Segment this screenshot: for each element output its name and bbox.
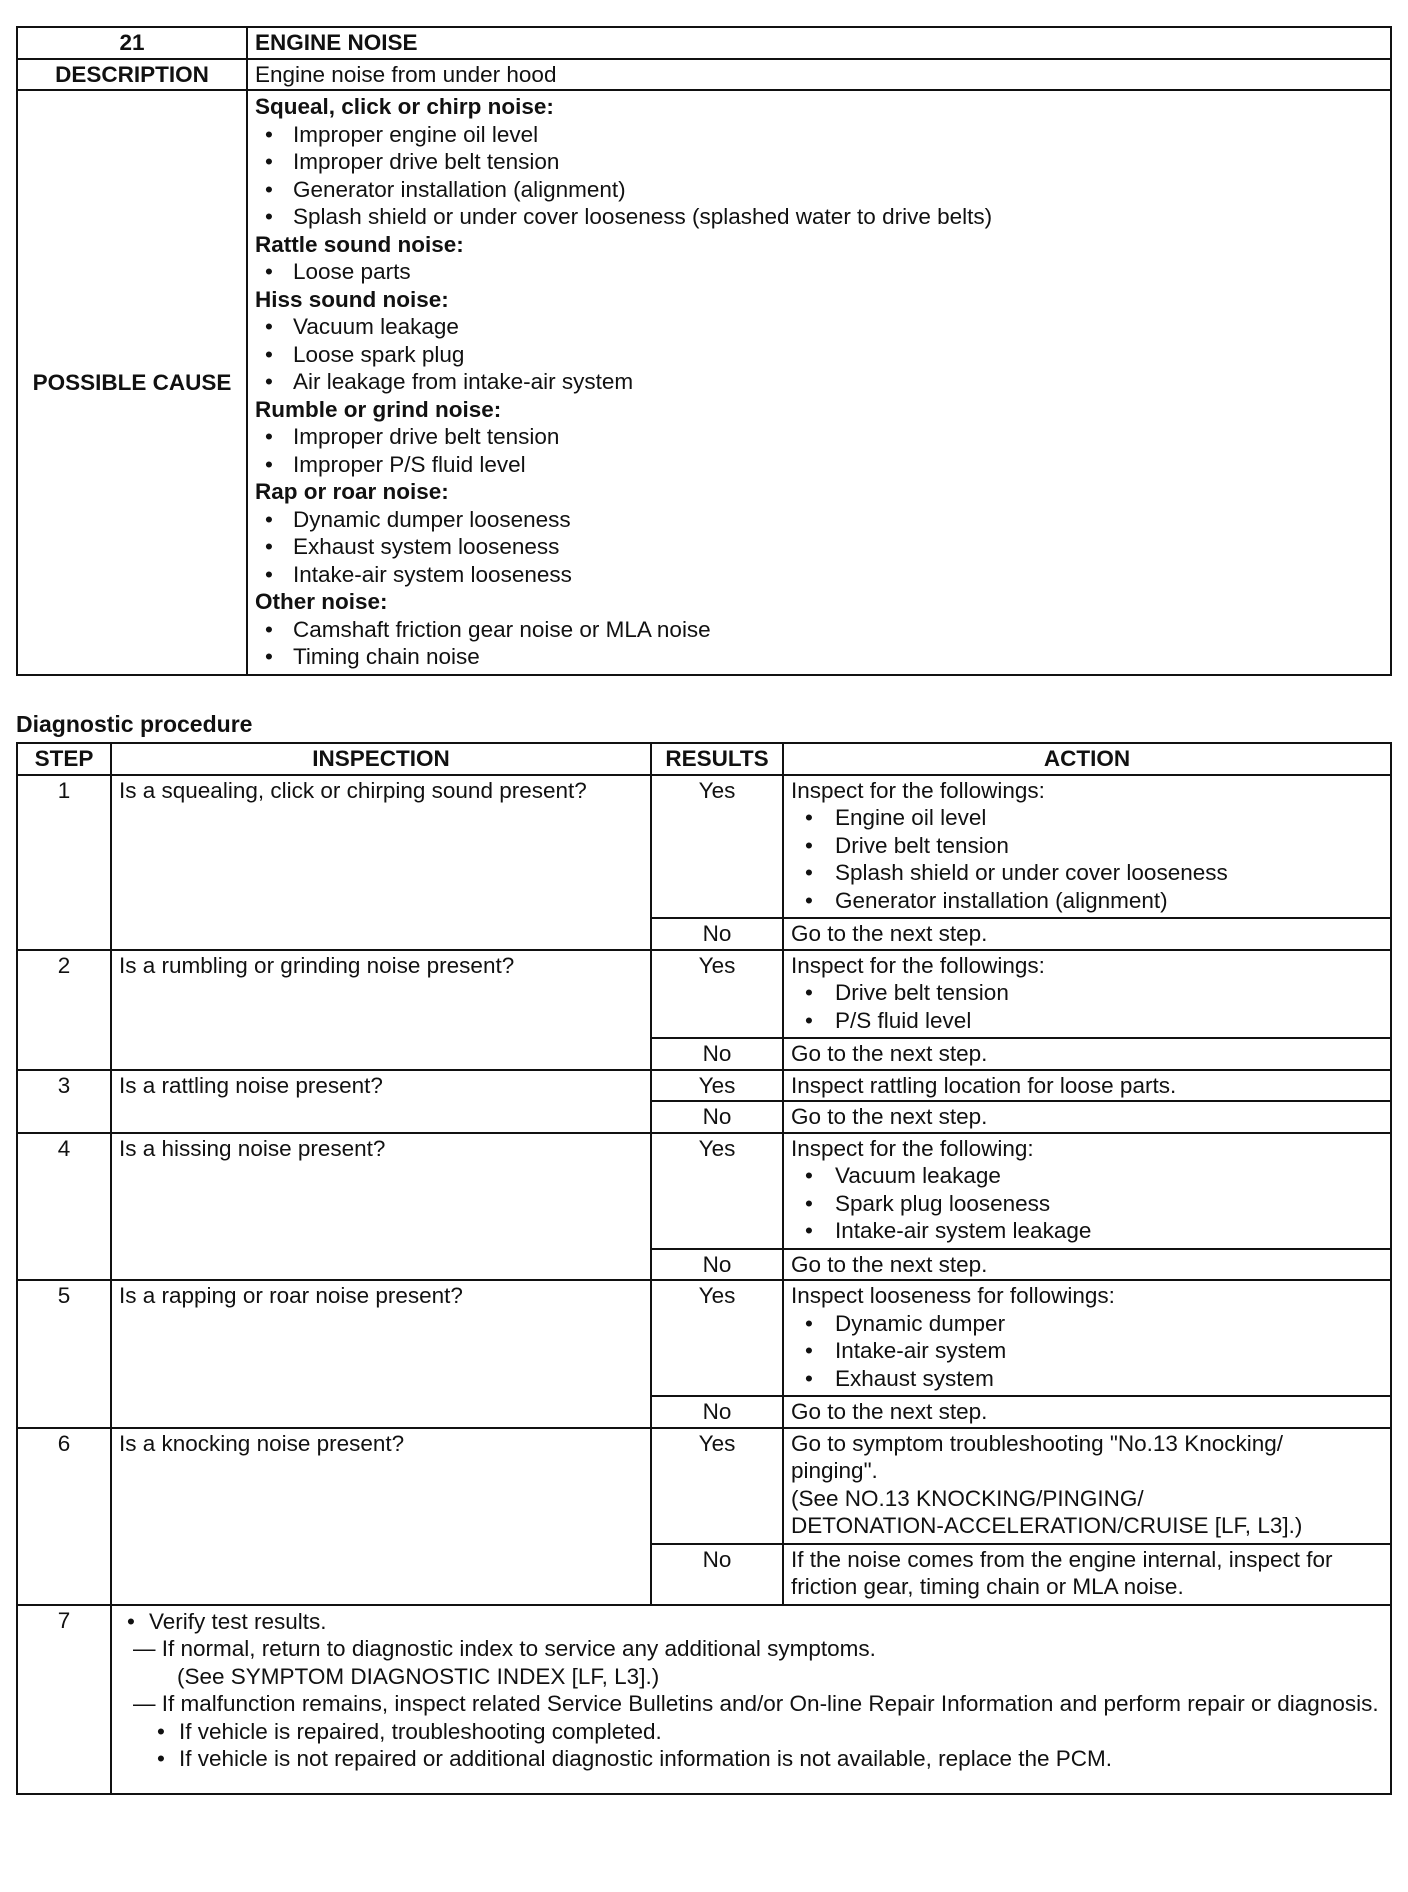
result-yes: Yes xyxy=(651,775,783,919)
cause-item: • Loose spark plug xyxy=(255,341,1383,369)
action-yes xyxy=(783,950,1391,1039)
cause-heading: Rap or roar noise: xyxy=(255,479,449,504)
cause-item: • Dynamic dumper looseness xyxy=(255,506,1383,534)
action-no: Go to the next step. xyxy=(783,918,1391,950)
action-item: • Intake-air system xyxy=(791,1337,1383,1365)
action-item: • Generator installation (alignment) xyxy=(791,887,1383,915)
cause-item: • Intake-air system looseness xyxy=(255,561,1383,589)
result-yes: Yes xyxy=(651,1133,783,1249)
cause-item: • Air leakage from intake-air system xyxy=(255,368,1383,396)
step-number: 3 xyxy=(17,1070,111,1133)
step-number: 5 xyxy=(17,1280,111,1428)
step-row xyxy=(17,775,1391,919)
result-no: No xyxy=(651,918,783,950)
header-step: STEP xyxy=(17,743,111,775)
step-number: 6 xyxy=(17,1428,111,1605)
action-line: pinging". xyxy=(791,1458,878,1483)
result-yes: Yes xyxy=(651,1070,783,1102)
header-results: RESULTS xyxy=(651,743,783,775)
possible-cause-list xyxy=(247,90,1391,675)
procedure-table xyxy=(16,742,1392,1795)
action-yes: Inspect rattling location for loose parts. xyxy=(783,1070,1391,1102)
action-item: • Drive belt tension xyxy=(791,979,1383,1007)
action-no: Go to the next step. xyxy=(783,1249,1391,1281)
verify-item: • Verify test results. xyxy=(119,1608,1383,1636)
step-inspection: Is a squealing, click or chirping sound present? xyxy=(111,775,651,950)
step-inspection: Is a rumbling or grinding noise present? xyxy=(111,950,651,1070)
step-inspection: Is a rattling noise present? xyxy=(111,1070,651,1133)
cause-item: • Camshaft friction gear noise or MLA noise xyxy=(255,616,1383,644)
final-sub-item: • If vehicle is repaired, troubleshooting completed. xyxy=(119,1718,1383,1746)
action-item: • P/S fluid level xyxy=(791,1007,1383,1035)
final-step-row xyxy=(17,1605,1391,1794)
cause-item: • Generator installation (alignment) xyxy=(255,176,1383,204)
result-no: No xyxy=(651,1249,783,1281)
normal-instruction: — If normal, return to diagnostic index to service any additional symptoms. xyxy=(133,1636,876,1661)
cause-heading: Rumble or grind noise: xyxy=(255,396,502,422)
cause-item: • Improper drive belt tension xyxy=(255,423,1383,451)
action-item: • Spark plug looseness xyxy=(791,1190,1383,1218)
step-number: 2 xyxy=(17,950,111,1070)
step-number: 1 xyxy=(17,775,111,950)
result-no: No xyxy=(651,1038,783,1070)
possible-cause-label: POSSIBLE CAUSE xyxy=(17,90,247,675)
action-no: Go to the next step. xyxy=(783,1396,1391,1428)
action-yes xyxy=(783,775,1391,919)
action-item: • Drive belt tension xyxy=(791,832,1383,860)
procedure-header-row xyxy=(17,743,1391,775)
cause-item: • Vacuum leakage xyxy=(255,313,1383,341)
action-intro: Inspect for the followings: xyxy=(791,777,1045,803)
action-item: • Vacuum leakage xyxy=(791,1162,1383,1190)
step-number: 7 xyxy=(17,1605,111,1794)
result-yes: Yes xyxy=(651,1428,783,1544)
action-yes xyxy=(783,1280,1391,1396)
action-item: • Dynamic dumper xyxy=(791,1310,1383,1338)
action-intro: Inspect for the following: xyxy=(791,1135,1034,1161)
result-yes: Yes xyxy=(651,950,783,1039)
step-row xyxy=(17,1428,1391,1544)
action-item: • Splash shield or under cover looseness xyxy=(791,859,1383,887)
result-no: No xyxy=(651,1396,783,1428)
step-row xyxy=(17,950,1391,1039)
result-yes: Yes xyxy=(651,1280,783,1396)
symptom-number: 21 xyxy=(17,27,247,59)
description-text: Engine noise from under hood xyxy=(247,59,1391,91)
description-label: DESCRIPTION xyxy=(17,59,247,91)
action-item: • Engine oil level xyxy=(791,804,1383,832)
cause-item: • Timing chain noise xyxy=(255,643,1383,671)
action-yes xyxy=(783,1133,1391,1249)
action-item: • Intake-air system leakage xyxy=(791,1217,1383,1245)
cause-heading: Other noise: xyxy=(255,589,388,614)
header-inspection: INSPECTION xyxy=(111,743,651,775)
cause-item: • Improper drive belt tension xyxy=(255,148,1383,176)
malfunction-instruction: — If malfunction remains, inspect related Service Bulletins and/or On-line Repair Information and perform repair or diagnosis. xyxy=(133,1691,1379,1716)
step-row xyxy=(17,1133,1391,1249)
step-row xyxy=(17,1280,1391,1396)
action-no: Go to the next step. xyxy=(783,1101,1391,1133)
action-intro: Inspect looseness for followings: xyxy=(791,1283,1115,1308)
action-line: (See NO.13 KNOCKING/PINGING/ xyxy=(791,1485,1144,1511)
normal-see-reference: (See SYMPTOM DIAGNOSTIC INDEX [LF, L3].) xyxy=(177,1663,660,1689)
possible-cause-row xyxy=(17,90,1391,675)
cause-item: • Improper P/S fluid level xyxy=(255,451,1383,479)
final-sub-item: • If vehicle is not repaired or additional diagnostic information is not available, replace the PCM. xyxy=(119,1745,1383,1773)
action-intro: Inspect for the followings: xyxy=(791,952,1045,978)
header-action: ACTION xyxy=(783,743,1391,775)
result-no: No xyxy=(651,1101,783,1133)
cause-item: • Splash shield or under cover looseness (splashed water to drive belts) xyxy=(255,203,1383,231)
action-yes xyxy=(783,1428,1391,1544)
step-number: 4 xyxy=(17,1133,111,1281)
cause-heading: Squeal, click or chirp noise: xyxy=(255,94,554,119)
description-row xyxy=(17,59,1391,91)
cause-heading: Rattle sound noise: xyxy=(255,231,464,257)
procedure-title: Diagnostic procedure xyxy=(16,711,253,737)
action-line: Go to symptom troubleshooting "No.13 Knocking/ xyxy=(791,1430,1284,1456)
symptom-title: ENGINE NOISE xyxy=(247,27,1391,59)
cause-item: • Improper engine oil level xyxy=(255,121,1383,149)
action-item: • Exhaust system xyxy=(791,1365,1383,1393)
final-step-content xyxy=(111,1605,1391,1794)
step-row xyxy=(17,1070,1391,1102)
symptom-header-row xyxy=(17,27,1391,59)
step-inspection: Is a hissing noise present? xyxy=(111,1133,651,1281)
cause-heading: Hiss sound noise: xyxy=(255,286,449,312)
cause-item: • Loose parts xyxy=(255,258,1383,286)
step-inspection: Is a rapping or roar noise present? xyxy=(111,1280,651,1428)
symptom-table xyxy=(16,26,1392,676)
cause-item: • Exhaust system looseness xyxy=(255,533,1383,561)
action-no: If the noise comes from the engine internal, inspect for friction gear, timing chain or MLA noise. xyxy=(783,1544,1391,1605)
action-no: Go to the next step. xyxy=(783,1038,1391,1070)
step-inspection: Is a knocking noise present? xyxy=(111,1428,651,1605)
action-line: DETONATION-ACCELERATION/CRUISE [LF, L3].) xyxy=(791,1513,1303,1538)
result-no: No xyxy=(651,1544,783,1605)
